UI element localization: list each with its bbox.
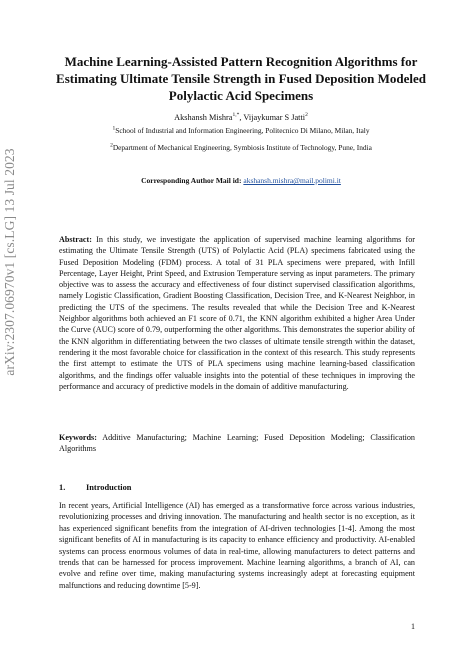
arxiv-identifier[interactable]: arXiv:2307.06970v1 [cs.LG] 13 Jul 2023 bbox=[2, 148, 17, 376]
keywords-label: Keywords: bbox=[59, 433, 97, 442]
keywords-text: Additive Manufacturing; Machine Learning; Fused Deposition Modeling; Classification Algorithms bbox=[59, 433, 415, 454]
affiliation-text: School of Industrial and Information Engineering, Politecnico Di Milano, Milan, Italy bbox=[115, 126, 370, 135]
author-name: Akshansh Mishra bbox=[174, 113, 233, 122]
affiliation bbox=[48, 143, 434, 153]
abstract bbox=[59, 234, 415, 392]
page-number: 1 bbox=[411, 622, 415, 631]
abstract-label: Abstract: bbox=[59, 235, 92, 244]
email-link[interactable]: akshansh.mishra@mail.polimi.it bbox=[243, 176, 341, 185]
author-name: Vijaykumar S Jatti bbox=[243, 113, 306, 122]
arxiv-stamp bbox=[2, 0, 18, 670]
corresponding-author-label: Corresponding Author Mail id: bbox=[141, 176, 242, 185]
section-heading bbox=[59, 482, 131, 493]
author-superscript: 1,* bbox=[232, 112, 240, 119]
section-number: 1. bbox=[59, 483, 66, 492]
paper-title: Machine Learning-Assisted Pattern Recognition Algorithms for Estimating Ultimate Tensile Strength in Fused Deposition Modeled Polylactic Acid Specimens bbox=[56, 54, 426, 103]
affiliation-superscript: 1 bbox=[112, 125, 116, 132]
section-title: Introduction bbox=[86, 483, 132, 492]
author-separator: , bbox=[239, 113, 244, 122]
author-superscript: 2 bbox=[305, 112, 308, 119]
affiliation bbox=[48, 126, 434, 136]
corresponding-author bbox=[48, 176, 434, 186]
author-line bbox=[48, 112, 434, 123]
affiliation-superscript: 2 bbox=[110, 142, 113, 149]
affiliation-text: Department of Mechanical Engineering, Symbiosis Institute of Technology, Pune, India bbox=[112, 143, 372, 152]
introduction-paragraph: In recent years, Artificial Intelligence (AI) has emerged as a transformative force across various industries, revolutionizing processes and driving innovation. The manufacturing and health sector is no exception, as it has experienced significant benefits from the integration of AI-driven technologies [1-4]. Among the most significant benefits of AI in manufacturing is its capacity to enhance efficiency and productivity. AI-enabled systems can process enormous volumes of data in real-time, allowing manufacturers to detect patterns and trends that can be harnessed for process improvement. Machine learning algorithms, a branch of AI, can evolve and refine over time, making manufacturing systems increasingly adept at forecasting equipment malfunctions and reducing downtime [5-9]. bbox=[59, 501, 415, 590]
abstract-text: In this study, we investigate the application of supervised machine learning algorithms for estimating the Ultimate Tensile Strength (UTS) of Polylactic Acid (PLA) specimens fabricated using the Fused Deposition Modeling (FDM) process. A total of 31 PLA specimens were prepared, with Infill Percentage, Layer Height, Print Speed, and Extrusion Temperature serving as input parameters. The primary objective was to assess the accuracy and effectiveness of four distinct supervised classification algorithms, namely Logistic Classification, Gradient Boosting Classification, Decision Tree, and K-Nearest Neighbor, in predicting the UTS of the specimens. The results revealed that while the Decision Tree and K-Nearest Neighbor algorithms both achieved an F1 score of 0.71, the KNN algorithm exhibited a higher Area Under the Curve (AUC) score of 0.79, outperforming the other algorithms. This demonstrates the superior ability of the KNN algorithm in differentiating between the two classes of ultimate tensile strength within the dataset, rendering it the most favorable choice for classification in the context of this research. This study represents the first attempt to estimate the UTS of PLA specimens using machine learning-based classification algorithms, and the findings offer valuable insights into the potential of these techniques in improving the performance and accuracy of predictive models in the domain of additive manufacturing. bbox=[59, 235, 415, 391]
keywords bbox=[59, 432, 415, 455]
